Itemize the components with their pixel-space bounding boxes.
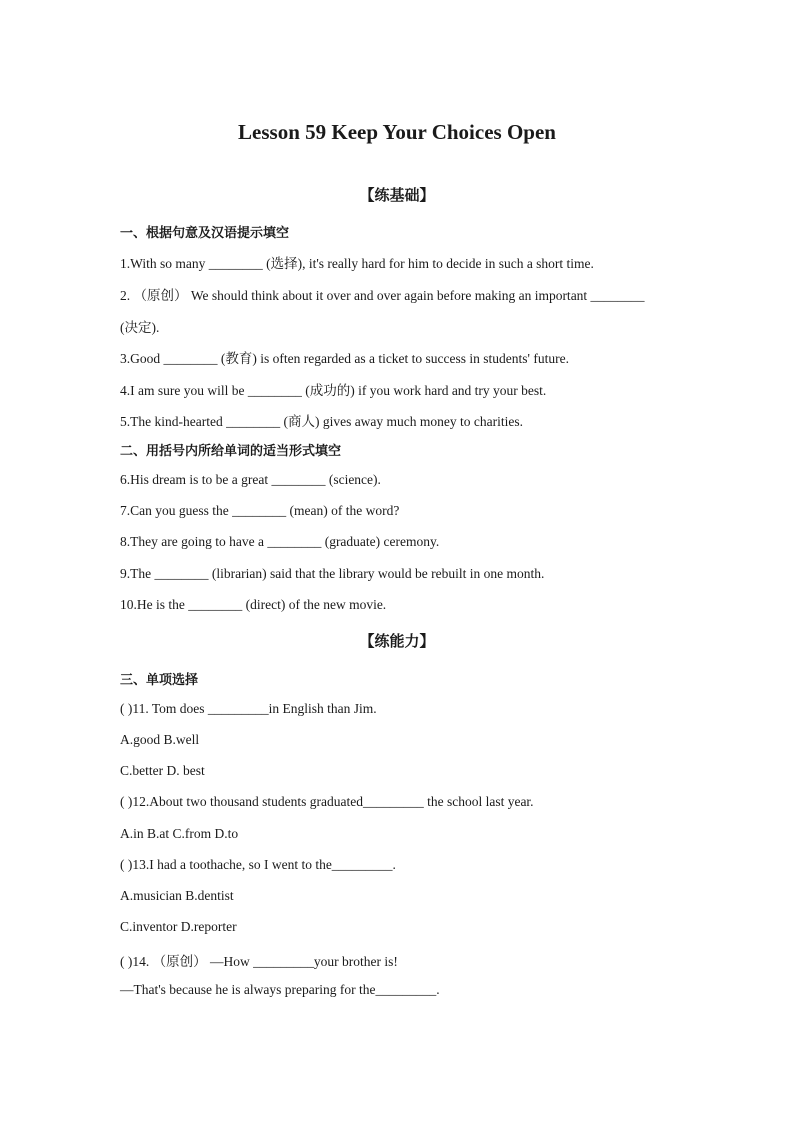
question-13-options-a: A.musician B.dentist	[120, 888, 234, 903]
question-14: ( )14. （原创） —How _________your brother is!	[120, 954, 398, 969]
question-13: ( )13.I had a toothache, so I went to the_________.	[120, 857, 396, 872]
question-3: 3.Good ________ (教育) is often regarded as a ticket to success in students' future.	[120, 351, 569, 366]
question-6: 6.His dream is to be a great ________ (science).	[120, 472, 381, 487]
question-10: 10.He is the ________ (direct) of the new movie.	[120, 597, 387, 612]
question-7: 7.Can you guess the ________ (mean) of the word?	[120, 503, 400, 518]
question-11: ( )11. Tom does _________in English than Jim.	[120, 701, 377, 716]
question-2: 2. （原创） We should think about it over and over again before making an important ________	[120, 288, 645, 303]
question-11-options-a: A.good B.well	[120, 732, 200, 747]
question-8: 8.They are going to have a ________ (graduate) ceremony.	[120, 534, 440, 549]
question-12-options: A.in B.at C.from D.to	[120, 826, 239, 841]
section-heading-basics: 【练基础】	[359, 188, 435, 204]
question-14-response: —That's because he is always preparing for the_________.	[120, 982, 440, 997]
question-9: 9.The ________ (librarian) said that the library would be rebuilt in one month.	[120, 566, 545, 581]
question-5: 5.The kind-hearted ________ (商人) gives away much money to charities.	[120, 414, 524, 429]
question-4: 4.I am sure you will be ________ (成功的) if you work hard and try your best.	[120, 383, 547, 398]
part-heading-3: 三、单项选择	[120, 673, 199, 688]
page-title: Lesson 59 Keep Your Choices Open	[238, 120, 556, 144]
question-12: ( )12.About two thousand students graduated_________ the school last year.	[120, 794, 534, 809]
part-heading-2: 二、用括号内所给单词的适当形式填空	[120, 444, 342, 459]
question-11-options-b: C.better D. best	[120, 763, 205, 778]
section-heading-ability: 【练能力】	[359, 634, 435, 650]
part-heading-1: 一、根据句意及汉语提示填空	[120, 226, 290, 241]
question-1: 1.With so many ________ (选择), it's really hard for him to decide in such a short time.	[120, 256, 594, 271]
question-2-continued: (决定).	[120, 320, 160, 335]
question-13-options-b: C.inventor D.reporter	[120, 919, 237, 934]
